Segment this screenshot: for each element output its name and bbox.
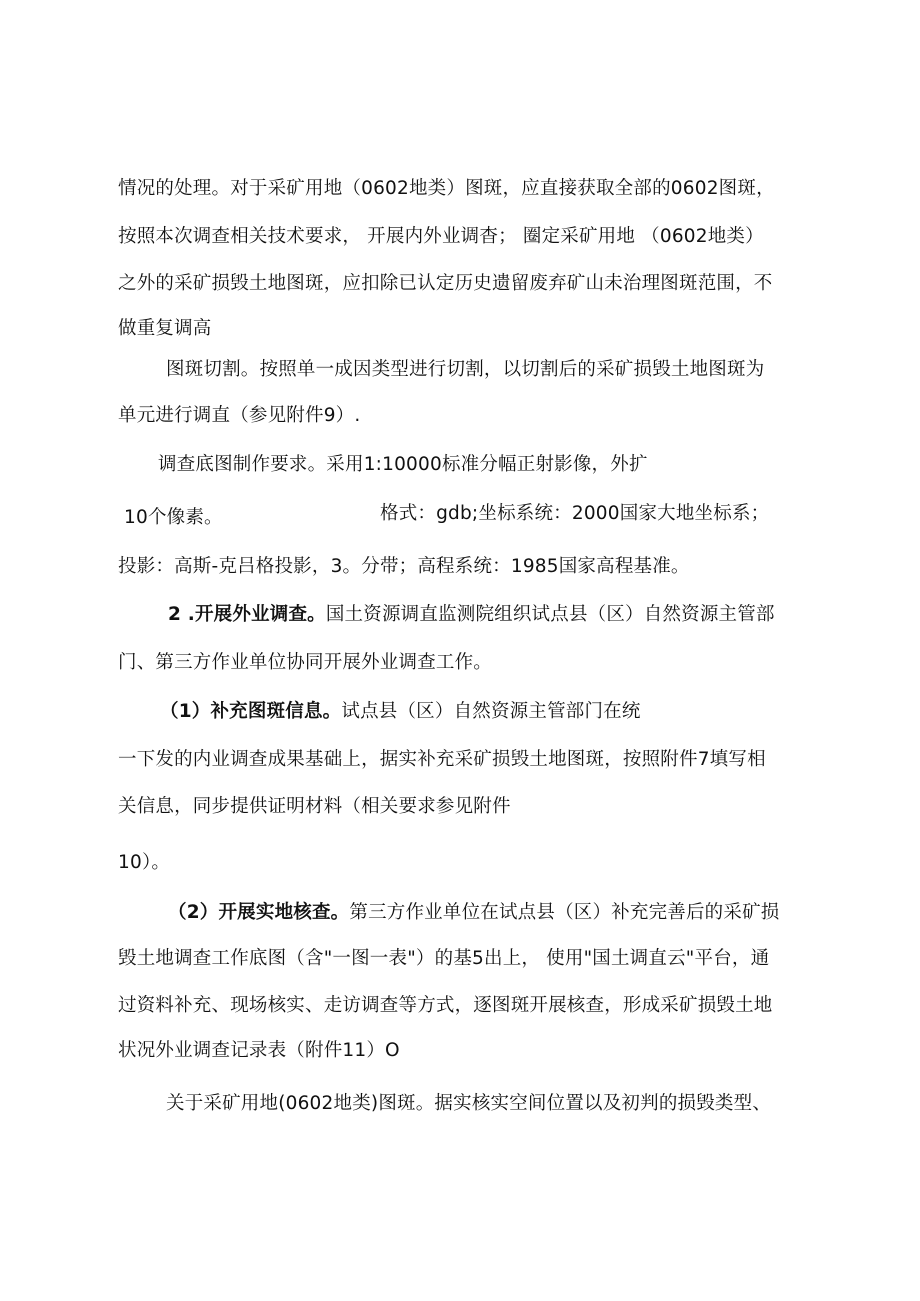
section-2-line-1	[168, 602, 775, 628]
item-1-line-1	[160, 699, 641, 725]
paragraph-1-line-2: 按照本次调查相关技术要求， 开展内外业调杳； 圈定采矿用地 （0602地类）	[118, 226, 764, 247]
paragraph-1-line-1: 情况的处理。对于采矿用地（0602地类）图斑，应直接获取全部的0602图斑，	[118, 178, 775, 199]
item-2-line-4: 状况外业调查记录表（附件11）O	[118, 1040, 400, 1061]
paragraph-2-line-2: 单元进行调直（参见附件9）.	[118, 405, 361, 426]
paragraph-2-line-1: 图斑切割。按照单一成因类型进行切割，以切割后的采矿损毁土地图斑为	[166, 359, 765, 380]
item-2-line-3: 过资料补充、现场核实、走访调查等方式，逐图斑开展核查，形成采矿损毁土地	[118, 995, 773, 1016]
item-1-line-2: 一下发的内业调查成果基础上，据实补充采矿损毁土地图斑，按照附件7填写相	[118, 749, 766, 770]
item-2-line-1-text: 第三方作业单位在试点县（区）补充完善后的采矿损	[349, 902, 780, 923]
paragraph-1-line-3: 之外的采矿损毁土地图斑，应扣除已认定历史遗留废弃矿山未治理图斑范围，不	[118, 273, 773, 294]
item-1-heading: （1）补充图斑信息。	[160, 701, 342, 722]
item-1-line-4: 10）。	[118, 852, 171, 873]
paragraph-last-line-1: 关于采矿用地(0602地类)图斑。据实核实空间位置以及初判的损毁类型、	[166, 1093, 772, 1114]
paragraph-3-line-1: 调查底图制作要求。采用1:10000标准分幅正射影像，外扩	[158, 454, 648, 475]
item-2-line-2: 毁土地调查工作底图（含"一图一表"）的基5出上， 使用"国土调直云"平台，通	[118, 948, 770, 969]
section-2-line-2: 门、第三方作业单位协同开展外业调查工作。	[118, 652, 493, 673]
item-1-line-3: 关信息，同步提供证明材料（相关要求参见附件	[118, 796, 511, 817]
item-1-line-1-text: 试点县（区）自然资源主管部门在统	[341, 701, 641, 722]
paragraph-3-line-2-b: 格式：gdb;坐标系统：2000国家大地坐标系；	[380, 503, 770, 524]
item-2-line-1	[168, 900, 779, 926]
paragraph-1-line-4: 做重复调高	[118, 318, 212, 339]
item-2-heading: （2）开展实地核查。	[168, 902, 350, 923]
section-2-line-1-text: 国土资源调直监测院组织试点县（区）自然资源主管部	[325, 604, 775, 625]
paragraph-3-line-2-a: 10个像素。	[124, 507, 223, 528]
paragraph-3-line-3: 投影：高斯-克吕格投影，3。分带；高程系统：1985国家高程基准。	[118, 556, 690, 577]
section-2-heading: 2 .开展外业调查。	[168, 604, 326, 625]
